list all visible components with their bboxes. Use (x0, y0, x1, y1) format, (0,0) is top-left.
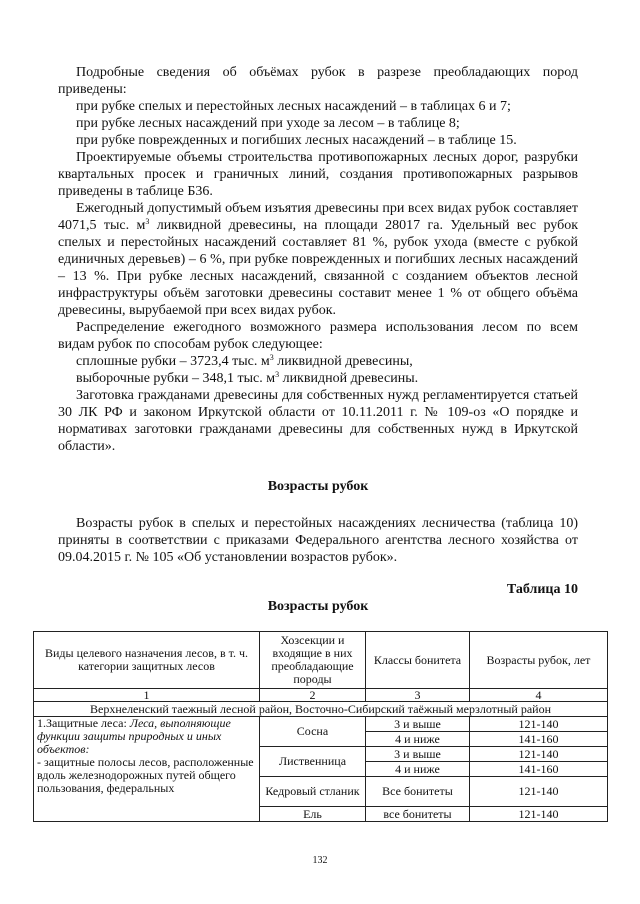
age-cell: 141-160 (470, 732, 608, 747)
table-title: Возрасты рубок (267, 599, 369, 614)
age-cell: 141-160 (470, 762, 608, 777)
header-purpose: Виды целевого назначения лесов, в т. ч. категории защитных лесов (34, 632, 260, 689)
table-row (34, 717, 608, 732)
intro-text (58, 64, 578, 455)
cutting-age-table (33, 631, 608, 822)
intro-item-3: при рубке поврежденных и погибших лесных насаждений – в таблице 15. (76, 133, 517, 148)
header-bonitet: Классы бонитета (366, 632, 470, 689)
intro-paragraph-4: Распределение ежегодного возможного размера использования лесом по всем видам рубок по способам рубок следующее: (58, 320, 578, 352)
intro-paragraph-1: Подробные сведения об объёмах рубок в разрезе преобладающих пород приведены: (58, 65, 578, 97)
bonitet-cell: 3 и выше (366, 747, 470, 762)
section-heading: Возрасты рубок (267, 479, 369, 494)
section-paragraph: Возрасты рубок в спелых и перестойных насаждениях лесничества (таблица 10) приняты в соответствии с приказами Федерального агентства лесного хозяйства от 09.04.2015 г. № 105 «Об установлении возрастов рубок». (58, 516, 578, 565)
section-text (58, 515, 578, 566)
age-cell: 121-140 (470, 717, 608, 732)
purpose-cell: 1.Защитные леса: Леса, выполняющие функции защиты природных и иных объектов: - защитные полосы лесов, расположенные вдоль железнодорожных путей общего пользования, федеральных (34, 717, 260, 822)
col-number: 4 (470, 689, 608, 702)
species-cedar: Кедровый стланик (260, 777, 366, 807)
selective-cut-line: выборочные рубки – 348,1 тыс. $м^3$ ликвидной древесины. (76, 370, 419, 386)
col-number: 2 (260, 689, 366, 702)
clear-cut-line: сплошные рубки – 3723,4 тыс. $м^3$ ликвидной древесины, (76, 353, 413, 369)
region-row (34, 702, 608, 717)
intro-item-2: при рубке лесных насаждений при уходе за лесом – в таблице 8; (76, 116, 460, 131)
bonitet-cell: все бонитеты (366, 807, 470, 822)
intro-paragraph-5: Заготовка гражданами древесины для собственных нужд регламентируется статьей 30 ЛК РФ и законом Иркутской области от 10.11.2011 г. № 109-оз «О порядке и нормативах заготовки гражданами древесины для собственных нужд в Иркутской области». (58, 388, 578, 454)
column-number-row (34, 689, 608, 702)
header-sections: Хозсекции и входящие в них преобладающие породы (260, 632, 366, 689)
age-cell: 121-140 (470, 777, 608, 807)
table-header-row (34, 632, 608, 689)
page-number: 132 (312, 855, 328, 866)
intro-paragraph-2: Проектируемые объемы строительства противопожарных лесных дорог, разрубки квартальных просек и граничных линий, создания противопожарных разрывов приведены в таблице Б36. (58, 150, 578, 199)
species-larch: Лиственница (260, 747, 366, 777)
bonitet-cell: 4 и ниже (366, 732, 470, 747)
species-pine: Сосна (260, 717, 366, 747)
region-cell: Верхнеленский таежный лесной район, Восточно-Сибирский таёжный мерзлотный район (34, 702, 608, 717)
species-spruce: Ель (260, 807, 366, 822)
table-label: Таблица 10 (506, 582, 578, 597)
bonitet-cell: Все бонитеты (366, 777, 470, 807)
bonitet-cell: 4 и ниже (366, 762, 470, 777)
col-number: 1 (34, 689, 260, 702)
header-age: Возрасты рубок, лет (470, 632, 608, 689)
age-cell: 121-140 (470, 747, 608, 762)
col-number: 3 (366, 689, 470, 702)
intro-item-1: при рубке спелых и перестойных лесных насаждений – в таблицах 6 и 7; (76, 99, 511, 114)
bonitet-cell: 3 и выше (366, 717, 470, 732)
age-cell: 121-140 (470, 807, 608, 822)
intro-paragraph-3: Ежегодный допустимый объем изъятия древесины при всех видах рубок составляет 4071,5 тыс. $м^3$ ликвидной древесины, на площади 28017 га. Удельный вес рубок спелых и перестойных насаждений составляет 81 %, рубок ухода (вместе с рубкой единичных деревьев) – 6 %, при рубке поврежденных и погибших лесных насаждений – 13 %. При рубке лесных насаждений, связанной с созданием объектов лесной инфраструктуры объём заготовки древесины составит менее 1 % от общего объёма древесины, вырубаемой при всех видах рубок. (58, 201, 578, 318)
